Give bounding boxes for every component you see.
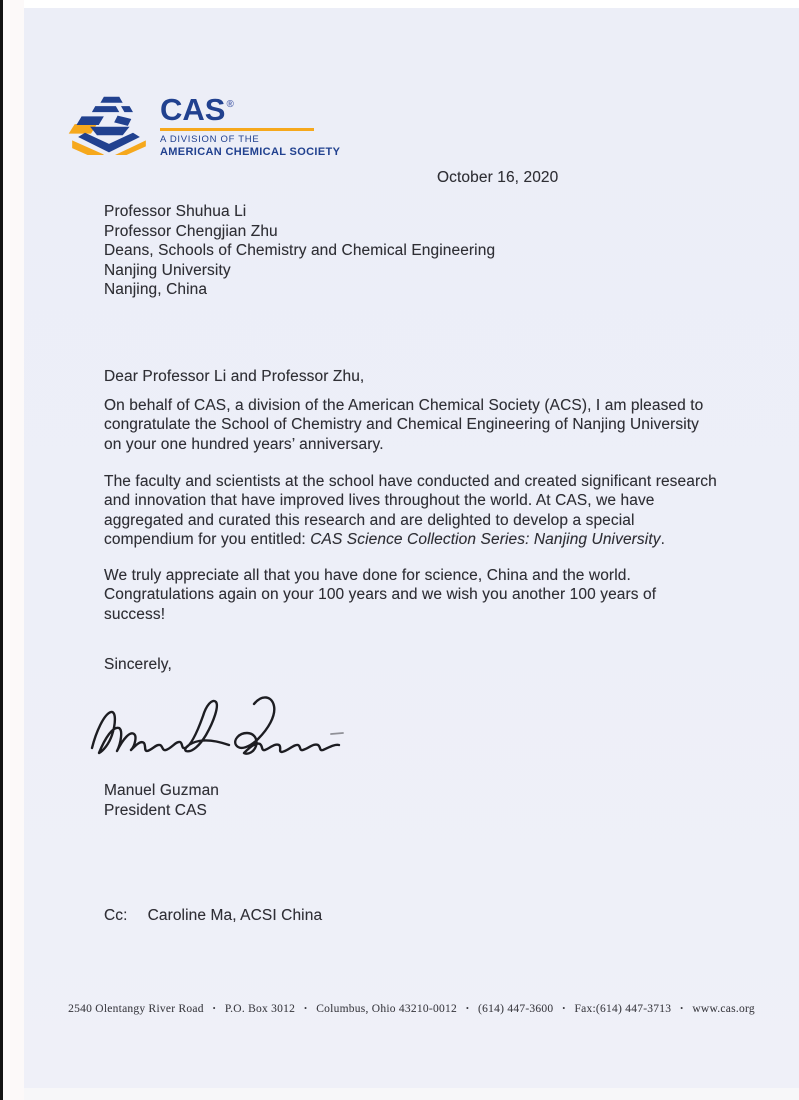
body-line: success! [104,605,166,623]
body-line-text: compendium for you entitled: [104,531,311,549]
body-line: on your one hundred years’ anniversary. [104,435,384,453]
body-paragraph-1 [104,396,703,454]
letterhead-footer [24,1003,799,1015]
footer-bullet-icon: • [680,1003,684,1013]
closing: Sincerely, [104,656,172,673]
registered-trademark-icon: ® [226,99,234,110]
body-line: congratulate the School of Chemistry and Chemical Engineering of Nanjing University [104,416,700,434]
logo-division-line2: AMERICAN CHEMICAL SOCIETY [160,146,341,158]
scan-gutter [3,0,24,1100]
body-line-with-title [104,530,717,549]
footer-phone: (614) 447-3600 [478,1003,554,1015]
scan-bottom-band [24,1088,799,1100]
footer-bullet-icon: • [562,1003,566,1013]
footer-address: 2540 Olentangy River Road [68,1003,204,1015]
signer-title: President CAS [104,801,207,819]
cc-line [104,906,322,925]
cas-hexagons-logo-icon [66,95,152,155]
signer-block [104,781,219,820]
body-line: We truly appreciate all that you have done for science, China and the world. [104,567,631,584]
recipient-line: Nanjing, China [104,281,208,298]
recipient-line: Deans, Schools of Chemistry and Chemical Engineering [104,242,496,259]
handwritten-signature [86,688,348,770]
body-line: Congratulations again on your 100 years and we wish you another 100 years of [104,586,657,604]
footer-bullet-icon: • [212,1003,216,1013]
cas-logo-text [160,92,340,158]
recipient-line: Professor Chengjian Zhu [104,222,278,240]
salutation: Dear Professor Li and Professor Zhu, [104,368,365,385]
body-paragraph-2 [104,472,717,550]
body-line: The faculty and scientists at the school have conducted and created significant research [104,473,717,490]
recipient-address-block [104,202,495,300]
cc-label: Cc: [104,907,128,924]
cas-brand-name [160,92,340,127]
cas-brand-label: CAS [160,92,226,127]
recipient-line: Professor Shuhua Li [104,203,247,220]
compendium-title: CAS Science Collection Series: Nanjing University [310,531,661,549]
body-line: aggregated and curated this research and are delighted to develop a special [104,511,635,529]
recipient-line: Nanjing University [104,261,231,279]
footer-website: www.cas.org [692,1003,755,1015]
footer-bullet-icon: • [465,1003,470,1013]
footer-po-box: P.O. Box 3012 [224,1003,296,1015]
signer-name: Manuel Guzman [104,782,220,799]
body-line: On behalf of CAS, a division of the American Chemical Society (ACS), I am pleased to [104,397,704,414]
body-paragraph-3 [104,566,656,624]
footer-bullet-icon: • [304,1003,308,1013]
footer-fax: Fax:(614) 447-3713 [574,1003,672,1015]
cc-value: Caroline Ma, ACSI China [147,907,323,924]
footer-city: Columbus, Ohio 43210-0012 [316,1003,457,1015]
logo-gold-rule [160,128,314,131]
logo-division-line1: A DIVISION OF THE [160,134,260,145]
letter-date: October 16, 2020 [437,169,559,186]
body-line: and innovation that have improved lives throughout the world. At CAS, we have [104,492,655,510]
body-line-period: . [660,531,666,549]
